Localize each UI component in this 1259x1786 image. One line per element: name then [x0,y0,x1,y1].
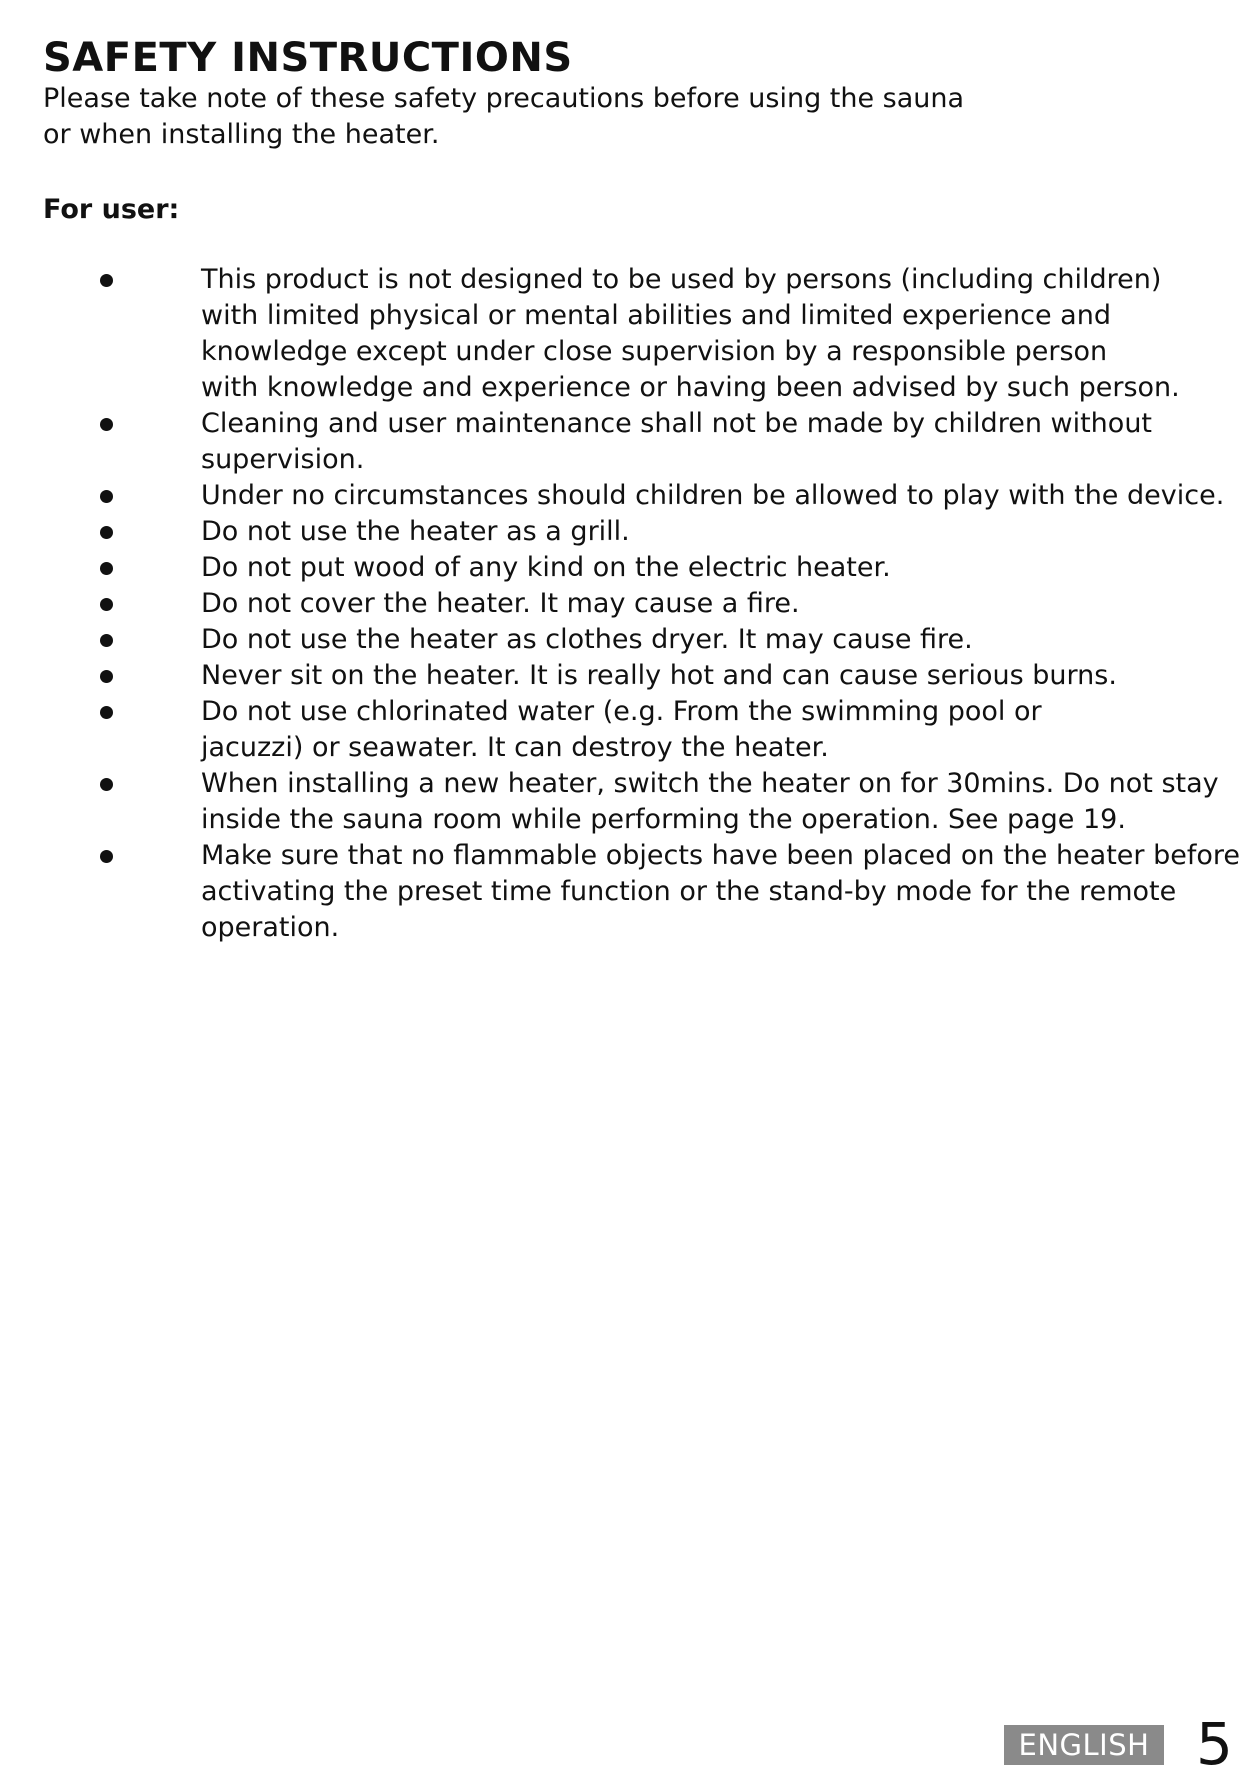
bullet-icon [100,526,113,539]
section-heading: For user: [43,194,180,225]
bullet-icon [100,562,113,575]
intro-line: Please take note of these safety precautions before using the sauna [43,83,965,114]
bullet-item [90,514,1200,550]
bullet-icon [100,274,113,287]
bullet-text [201,766,1219,838]
bullet-line: jacuzzi) or seawater. It can destroy the heater. [201,732,829,763]
bullet-item [90,766,1219,838]
bullet-item [90,406,1200,478]
bullet-line: Do not put wood of any kind on the electric heater. [201,552,891,583]
bullet-item [90,622,1200,658]
bullet-line: Do not use chlorinated water (e.g. From the swimming pool or [201,696,1042,727]
page-title: SAFETY INSTRUCTIONS [43,35,573,81]
bullet-icon [100,670,113,683]
bullet-line: knowledge except under close supervision by a responsible person [201,336,1108,367]
bullet-line: Make sure that no flammable objects have been placed on the heater before [201,840,1240,871]
bullet-item [90,658,1200,694]
bullet-line: Do not use the heater as a grill. [201,516,630,547]
bullet-icon [100,778,113,791]
bullet-line: activating the preset time function or the stand-by mode for the remote [201,876,1177,907]
intro-line: or when installing the heater. [43,119,440,150]
bullet-text [201,838,1240,946]
bullet-item [90,586,1200,622]
bullet-text [201,658,1117,694]
bullet-text [201,478,1224,514]
safety-bullet-list [90,262,1240,946]
bullet-icon [100,850,113,863]
bullet-line: Under no circumstances should children be allowed to play with the device. [201,480,1225,511]
bullet-text [201,262,1180,406]
bullet-line: When installing a new heater, switch the heater on for 30mins. Do not stay [201,768,1219,799]
bullet-text [201,406,1152,478]
bullet-line: with knowledge and experience or having been advised by such person. [201,372,1180,403]
bullet-icon [100,418,113,431]
bullet-item [90,694,1200,766]
bullet-text [201,694,1042,766]
bullet-line: This product is not designed to be used by persons (including children) [201,264,1162,295]
bullet-icon [100,598,113,611]
bullet-line: operation. [201,912,340,943]
bullet-item [90,478,1225,514]
bullet-line: with limited physical or mental abilities and limited experience and [201,300,1111,331]
bullet-line: Do not use the heater as clothes dryer. It may cause fire. [201,624,973,655]
bullet-item [90,838,1240,946]
bullet-text [201,586,800,622]
bullet-line: supervision. [201,444,365,475]
bullet-icon [100,634,113,647]
language-label: ENGLISH [1004,1725,1164,1765]
bullet-item [90,262,1200,406]
page-number: 5 [1196,1710,1233,1778]
bullet-text [201,514,630,550]
bullet-icon [100,490,113,503]
bullet-line: Cleaning and user maintenance shall not be made by children without [201,408,1153,439]
bullet-line: Do not cover the heater. It may cause a fire. [201,588,800,619]
bullet-item [90,550,1200,586]
bullet-line: Never sit on the heater. It is really hot and can cause serious burns. [201,660,1117,691]
intro-paragraph [43,81,1043,153]
bullet-icon [100,706,113,719]
bullet-text [201,622,973,658]
bullet-text [201,550,891,586]
bullet-line: inside the sauna room while performing the operation. See page 19. [201,804,1126,835]
